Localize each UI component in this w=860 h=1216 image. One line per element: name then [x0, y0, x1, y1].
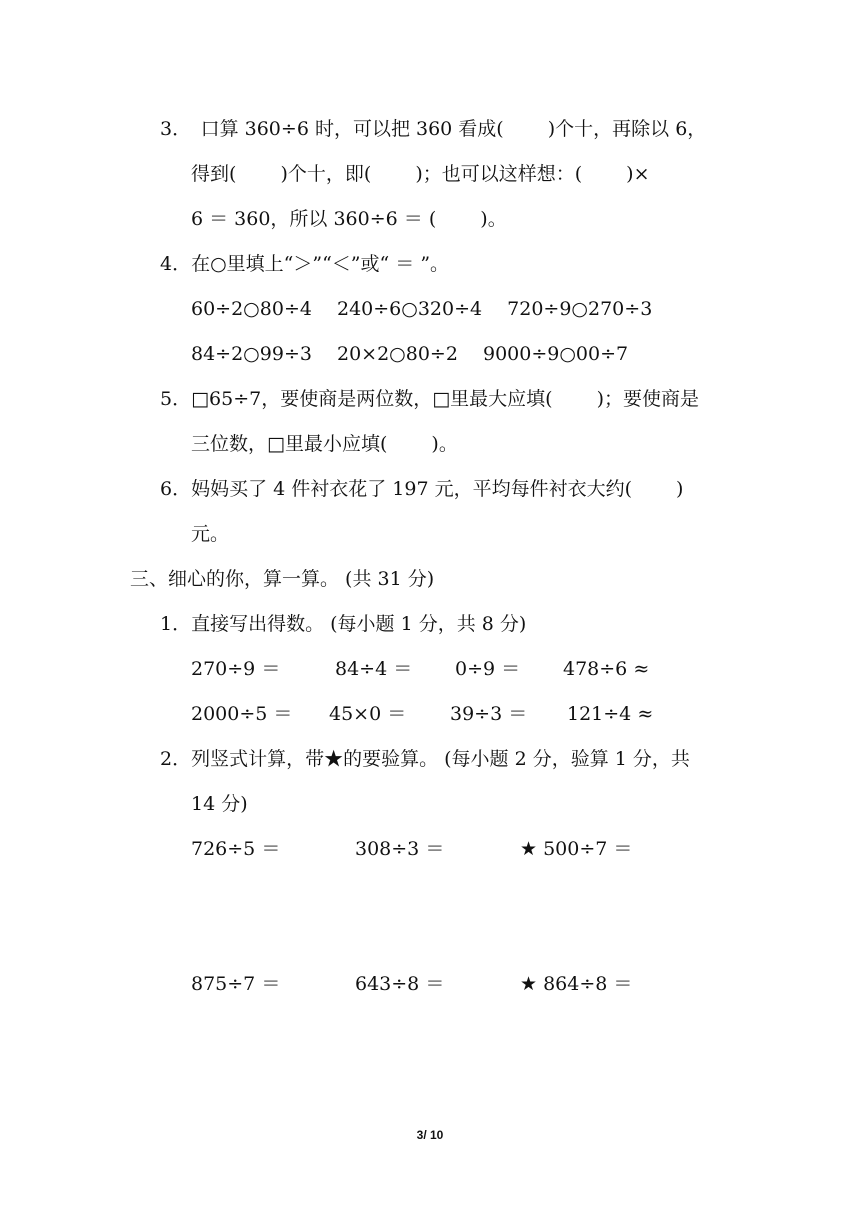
section-3-item-2-line-2: 14 分) — [191, 793, 248, 815]
section-3-item-2-line-1: 2．列竖式计算，带★的要验算。 (每小题 2 分，验算 1 分，共 — [160, 748, 690, 770]
page-number: 3/ 10 — [416, 1128, 444, 1142]
question-3-line-1: 3． 口算 360÷6 时，可以把 360 看成( )个十，再除以 6， — [160, 118, 707, 140]
question-5-line-2: 三位数，□里最小应填( )。 — [191, 433, 458, 455]
direct-calc-1: 270÷9 ＝ — [191, 658, 281, 680]
direct-calc-6: 45×0 ＝ — [329, 703, 407, 725]
vertical-calc-2: 308÷3 ＝ — [355, 838, 445, 860]
vertical-calc-6: ★ 864÷8 ＝ — [520, 973, 633, 995]
direct-calc-4: 478÷6 ≈ — [563, 658, 650, 680]
question-3-line-3: 6 ＝ 360，所以 360÷6 ＝ ( )。 — [191, 208, 507, 230]
direct-calc-2: 84÷4 ＝ — [335, 658, 413, 680]
vertical-calc-1: 726÷5 ＝ — [191, 838, 281, 860]
question-6-line-1: 6．妈妈买了 4 件衬衣花了 197 元，平均每件衬衣大约( ) — [160, 478, 684, 500]
vertical-calc-4: 875÷7 ＝ — [191, 973, 281, 995]
vertical-calc-5: 643÷8 ＝ — [355, 973, 445, 995]
question-4-line-2: 60÷2○80÷4 240÷6○320÷4 720÷9○270÷3 — [191, 298, 653, 320]
question-3-line-2: 得到( )个十，即( )；也可以这样想：( )× — [191, 163, 650, 185]
section-3-heading: 三、细心的你，算一算。 (共 31 分) — [130, 568, 435, 590]
question-4-line-1: 4．在○里填上“＞”“＜”或“ ＝ ”。 — [160, 253, 450, 275]
direct-calc-3: 0÷9 ＝ — [455, 658, 521, 680]
section-3-item-1: 1．直接写出得数。 (每小题 1 分，共 8 分) — [160, 613, 527, 635]
direct-calc-5: 2000÷5 ＝ — [191, 703, 293, 725]
question-4-line-3: 84÷2○99÷3 20×2○80÷2 9000÷9○00÷7 — [191, 343, 629, 365]
direct-calc-7: 39÷3 ＝ — [450, 703, 528, 725]
vertical-calc-3: ★ 500÷7 ＝ — [520, 838, 633, 860]
question-6-line-2: 元。 — [191, 523, 230, 545]
question-5-line-1: 5．□65÷7，要使商是两位数，□里最大应填( )；要使商是 — [160, 388, 700, 410]
direct-calc-8: 121÷4 ≈ — [567, 703, 654, 725]
